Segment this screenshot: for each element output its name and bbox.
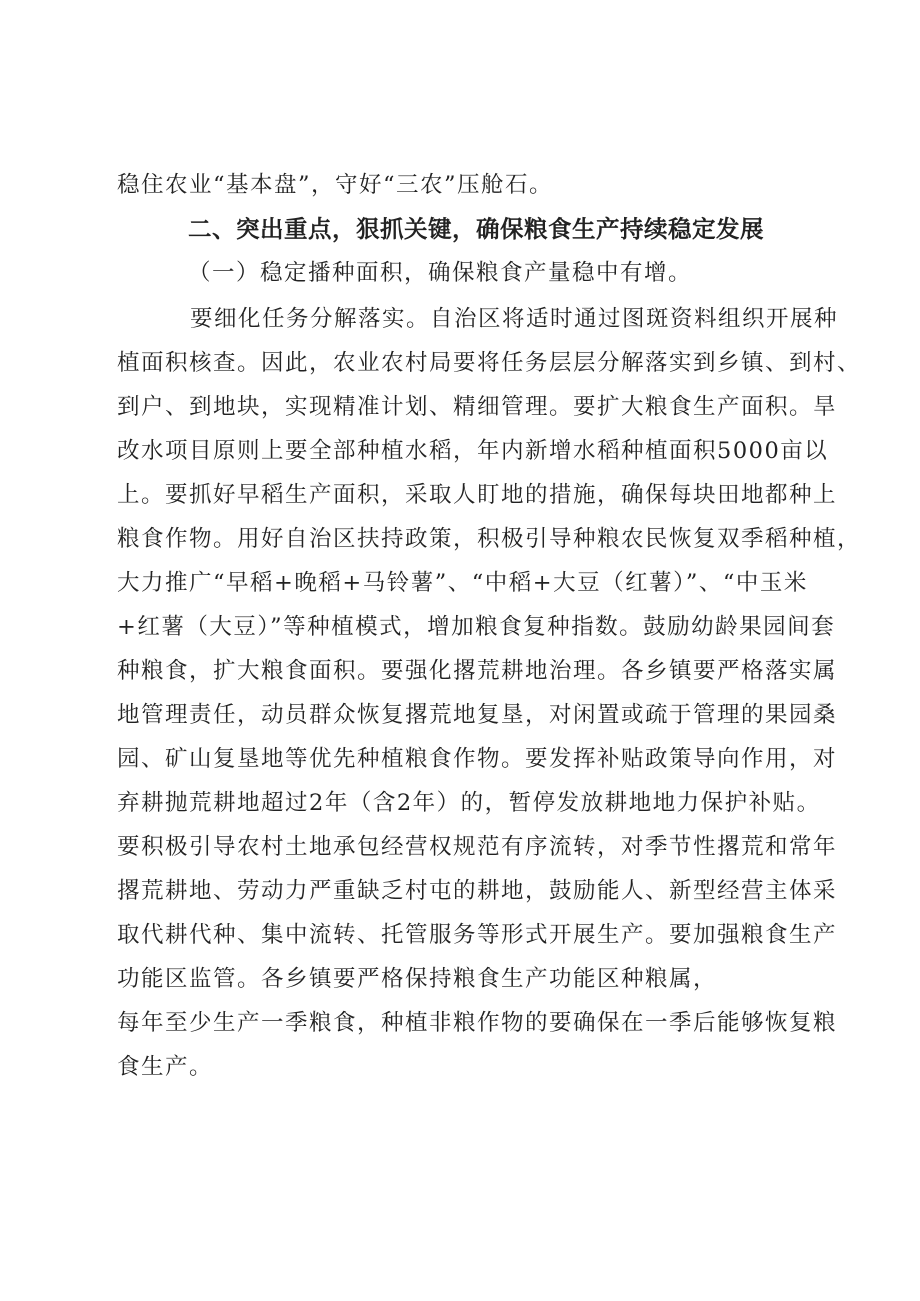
- opening-line: 稳住农业“基本盘”，守好“三农”压舱石。: [117, 172, 554, 198]
- body-line: 要细化任务分解落实。自治区将适时通过图斑资料组织开展种: [190, 306, 839, 332]
- body-line: 种粮食，扩大粮食面积。要强化撂荒耕地治理。各乡镇要严格落实属: [117, 658, 838, 684]
- body-line: 要积极引导农村土地承包经营权规范有序流转，对季节性撂荒和常年: [117, 834, 838, 860]
- body-line: 改水项目原则上要全部种植水稻，年内新增水稻种植面积5000亩以: [117, 438, 829, 464]
- body-line: 每年至少生产一季粮食，种植非粮作物的要确保在一季后能够恢复粮: [117, 1010, 838, 1036]
- body-line: 弃耕抛荒耕地超过2年（含2年）的，暂停发放耕地地力保护补贴。: [117, 790, 821, 816]
- body-line: 取代耕代种、集中流转、托管服务等形式开展生产。要加强粮食生产: [117, 922, 838, 948]
- body-line: 大力推广“早稻+晚稻+马铃薯”、“中稻+大豆（红薯）”、“中玉米: [117, 570, 808, 596]
- body-line: +红薯（大豆）”等种植模式，增加粮食复种指数。鼓励幼龄果园间套: [117, 614, 836, 640]
- subsection-heading: （一）稳定播种面积，确保粮食产量稳中有增。: [188, 260, 693, 286]
- body-line: 食生产。: [117, 1054, 214, 1080]
- body-line: 植面积核查。因此，农业农村局要将任务层层分解落实到乡镇、到村、: [117, 350, 862, 376]
- body-line: 功能区监管。各乡镇要严格保持粮食生产功能区种粮属，: [117, 966, 718, 992]
- body-line: 撂荒耕地、劳动力严重缺乏村屯的耕地，鼓励能人、新型经营主体采: [117, 878, 838, 904]
- body-line: 粮食作物。用好自治区扶持政策，积极引导种粮农民恢复双季稻种植，: [117, 526, 862, 552]
- body-line: 到户、到地块，实现精准计划、精细管理。要扩大粮食生产面积。旱: [117, 394, 838, 420]
- section-heading: 二、突出重点，狠抓关键，确保粮食生产持续稳定发展: [188, 215, 764, 243]
- body-line: 园、矿山复垦地等优先种植粮食作物。要发挥补贴政策导向作用，对: [117, 746, 838, 772]
- body-line: 上。要抓好早稻生产面积，采取人盯地的措施，确保每块田地都种上: [117, 482, 838, 508]
- body-line: 地管理责任，动员群众恢复撂荒地复垦，对闲置或疏于管理的果园桑: [117, 702, 838, 728]
